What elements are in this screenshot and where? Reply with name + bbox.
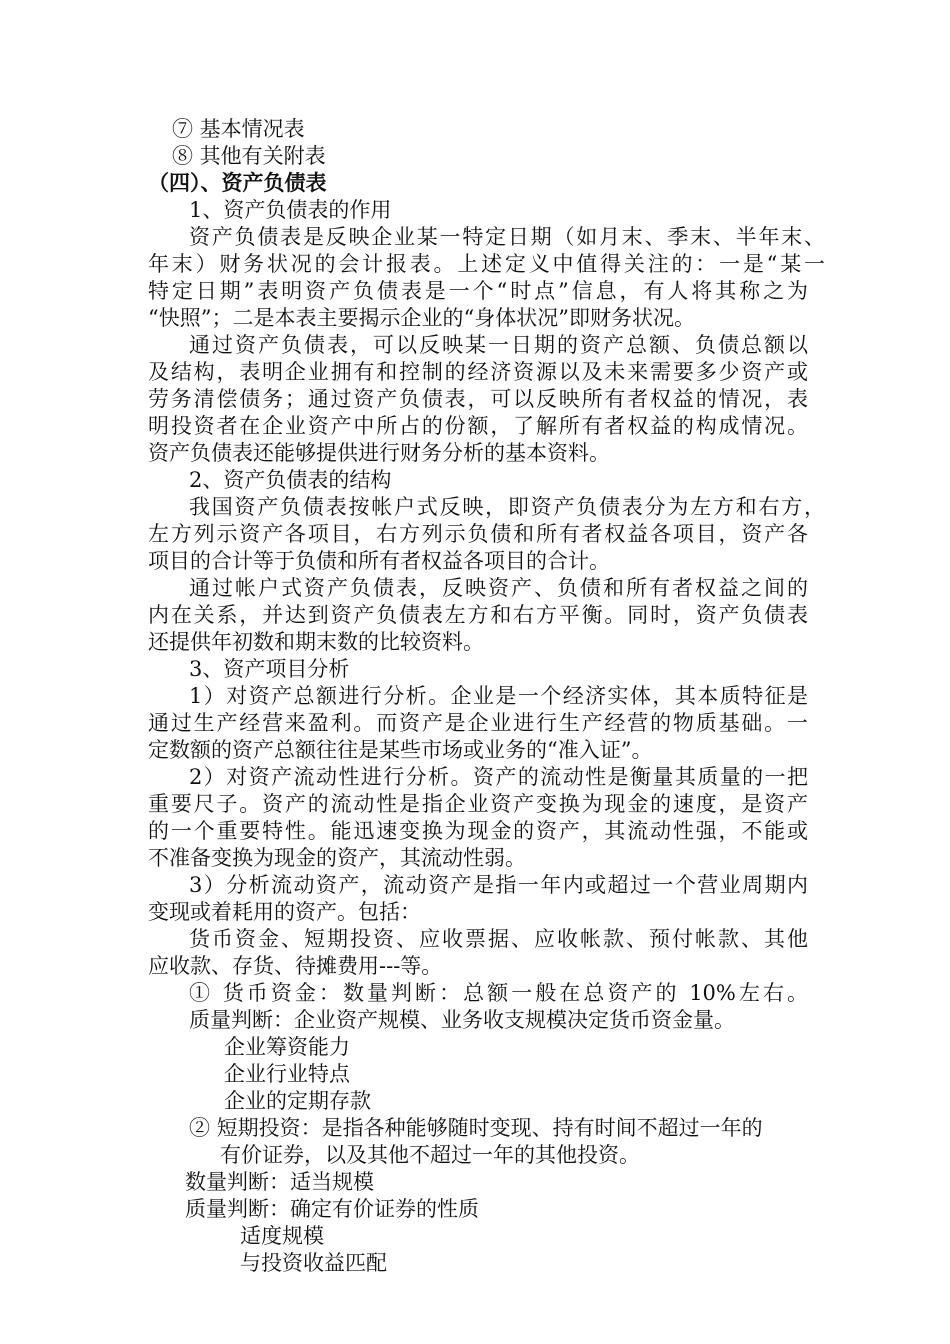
- paragraph-line: 货币资金、短期投资、应收票据、应收帐款、预付帐款、其他: [189, 927, 808, 951]
- paragraph-line: 内在关系，并达到资产负债表左方和右方平衡。同时，资产负债表: [148, 603, 808, 627]
- paragraph-line: 质量判断：企业资产规模、业务收支规模决定货币资金量。: [189, 1008, 735, 1032]
- paragraph-line: 的一个重要特性。能迅速变换为现金的资产，其流动性强，不能或: [148, 819, 808, 843]
- list-item-other-attached-tables: ⑧ 其他有关附表: [172, 144, 326, 168]
- subsection-heading: 2、资产负债表的结构: [189, 468, 392, 492]
- paragraph-line: 变现或着耗用的资产。包括：: [148, 900, 421, 924]
- paragraph-line: ② 短期投资：是指各种能够随时变现、持有时间不超过一年的: [189, 1116, 763, 1140]
- paragraph-line: 我国资产负债表按帐户式反映，即资产负债表分为左方和右方，: [189, 495, 825, 519]
- paragraph-line: 通过帐户式资产负债表，反映资产、负债和所有者权益之间的: [189, 576, 808, 600]
- paragraph-line: 通过生产经营来盈利。而资产是企业进行生产经营的物质基础。一: [148, 711, 808, 735]
- list-item: 企业筹资能力: [224, 1035, 350, 1059]
- list-item: 与投资收益匹配: [240, 1251, 387, 1275]
- paragraph-line: 数量判断：适当规模: [185, 1170, 374, 1194]
- paragraph-line: 定数额的资产总额往往是某些市场或业务的“准入证”。: [148, 738, 653, 762]
- paragraph-line: 有价证券，以及其他不超过一年的其他投资。: [220, 1143, 640, 1167]
- paragraph-line: 3）分析流动资产，流动资产是指一年内或超过一个营业周期内: [189, 873, 808, 897]
- paragraph-line: 项目的合计等于负债和所有者权益各项目的合计。: [148, 549, 610, 573]
- list-item: 企业行业特点: [224, 1062, 350, 1086]
- subsection-heading: 1、资产负债表的作用: [189, 198, 392, 222]
- paragraph-line: “快照”；二是本表主要揭示企业的“身体状况”即财务状况。: [148, 306, 695, 330]
- paragraph-line: 特定日期”表明资产负债表是一个“时点”信息，有人将其称之为: [148, 279, 808, 303]
- paragraph-line: 及结构，表明企业拥有和控制的经济资源以及未来需要多少资产或: [148, 360, 808, 384]
- paragraph-line: 质量判断：确定有价证券的性质: [185, 1197, 479, 1221]
- section-heading: （四）、资产负债表: [148, 171, 327, 195]
- paragraph-line: 劳务清偿债务；通过资产负债表，可以反映所有者权益的情况，表: [148, 387, 808, 411]
- paragraph-line: 资产负债表是反映企业某一特定日期（如月末、季末、半年末、: [189, 225, 825, 249]
- paragraph-line: 应收款、存货、待摊费用---等。: [148, 954, 443, 978]
- paragraph-line: 不准备变换为现金的资产，其流动性弱。: [148, 846, 526, 870]
- paragraph-line: 年末）财务状况的会计报表。上述定义中值得关注的：一是“某一: [148, 252, 825, 276]
- paragraph-line: ① 货币资金：数量判断：总额一般在总资产的 10%左右。: [189, 981, 808, 1005]
- paragraph-line: 明投资者在企业资产中所占的份额，了解所有者权益的构成情况。: [148, 414, 808, 438]
- paragraph-line: 资产负债表还能够提供进行财务分析的基本资料。: [148, 441, 610, 465]
- subsection-heading: 3、资产项目分析: [189, 657, 350, 681]
- list-item-basic-info-table: ⑦ 基本情况表: [172, 117, 305, 141]
- list-item: 企业的定期存款: [224, 1089, 371, 1113]
- paragraph-line: 左方列示资产各项目，右方列示负债和所有者权益各项目，资产各: [148, 522, 808, 546]
- paragraph-line: 通过资产负债表，可以反映某一日期的资产总额、负债总额以: [189, 333, 808, 357]
- paragraph-line: 2）对资产流动性进行分析。资产的流动性是衡量其质量的一把: [189, 765, 808, 789]
- paragraph-line: 重要尺子。资产的流动性是指企业资产变换为现金的速度，是资产: [148, 792, 808, 816]
- paragraph-line: 还提供年初数和期末数的比较资料。: [148, 630, 484, 654]
- paragraph-line: 1）对资产总额进行分析。企业是一个经济实体，其本质特征是: [189, 684, 808, 708]
- list-item: 适度规模: [240, 1224, 324, 1248]
